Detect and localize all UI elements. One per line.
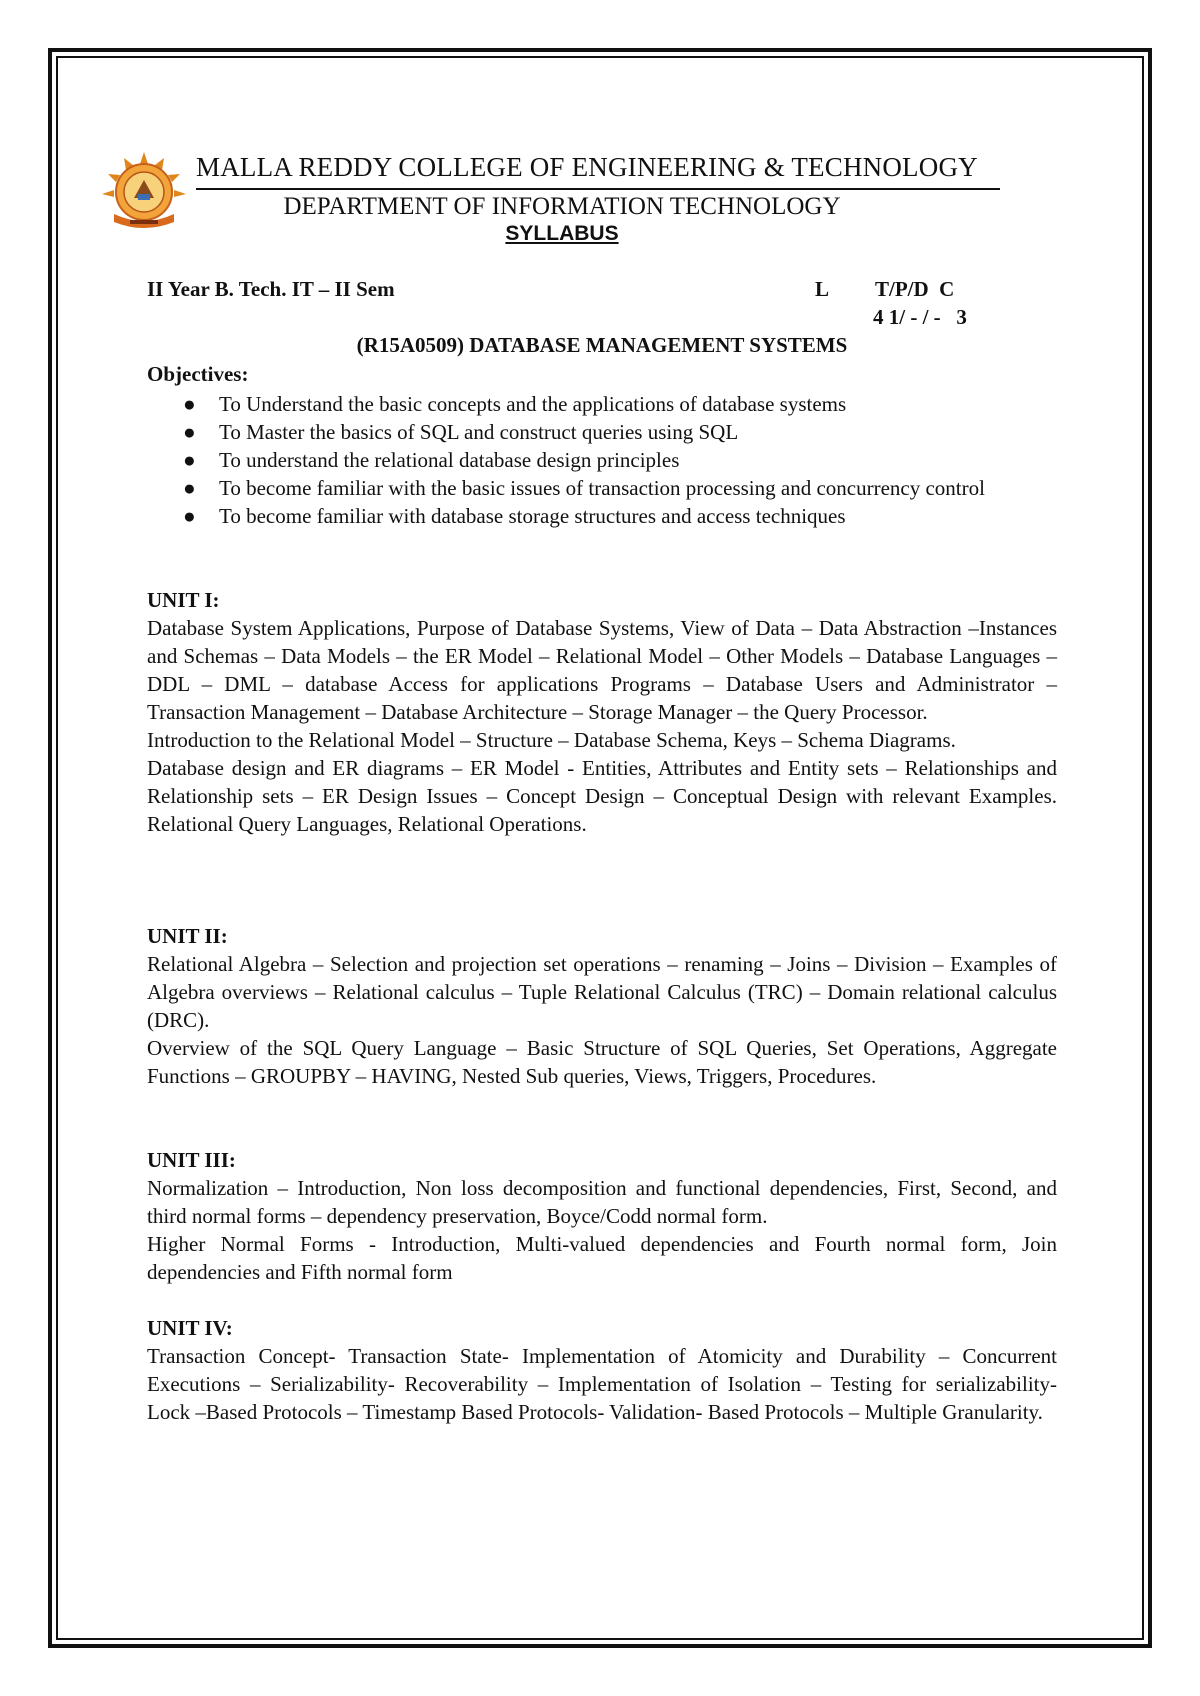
- unit-paragraph: Normalization – Introduction, Non loss decomposition and functional dependencies, First, Second, and third normal forms – dependency preservation, Boyce/Codd normal form.: [147, 1176, 1057, 1228]
- bullet-icon: ●: [183, 504, 196, 528]
- list-item: ● To become familiar with database storage structures and access techniques: [183, 504, 846, 528]
- unit-heading: UNIT IV:: [147, 1316, 233, 1340]
- unit-paragraph: Overview of the SQL Query Language – Basic Structure of SQL Queries, Set Operations, Aggregate Functions – GROUPBY – HAVING, Nested Sub queries, Views, Triggers, Procedures.: [147, 1036, 1057, 1088]
- unit-paragraph: Transaction Concept- Transaction State- Implementation of Atomicity and Durability – Concurrent Executions – Serializability- Recoverability – Implementation of Isolation – Testing for serializability- Lock –Based Protocols – Timestamp Based Protocols- Validation- Based Protocols – Multiple Granularity.: [147, 1344, 1057, 1424]
- list-item: ● To Understand the basic concepts and the applications of database systems: [183, 392, 847, 416]
- college-name: MALLA REDDY COLLEGE OF ENGINEERING & TECHNOLOGY: [196, 152, 978, 182]
- unit-2-section: [147, 922, 1057, 1090]
- objectives-list: [147, 390, 1057, 530]
- unit-paragraph: Higher Normal Forms - Introduction, Multi-valued dependencies and Fourth normal form, Join dependencies and Fifth normal form: [147, 1232, 1057, 1284]
- bullet-icon: ●: [183, 420, 196, 444]
- header-divider: [196, 188, 1000, 190]
- list-item: ● To understand the relational database design principles: [183, 448, 680, 472]
- unit-4-section: [147, 1314, 1057, 1426]
- department-name: DEPARTMENT OF INFORMATION TECHNOLOGY: [283, 193, 841, 220]
- unit-3-section: [147, 1146, 1057, 1286]
- ltpc-header: [815, 277, 954, 302]
- bullet-icon: ●: [183, 392, 196, 416]
- course-title: (R15A0509) DATABASE MANAGEMENT SYSTEMS: [356, 333, 848, 357]
- bullet-icon: ●: [183, 448, 196, 472]
- list-item: ● To Master the basics of SQL and construct queries using SQL: [183, 420, 739, 444]
- year-semester: II Year B. Tech. IT – II Sem: [147, 277, 395, 301]
- list-item: ● To become familiar with the basic issues of transaction processing and concurrency control: [183, 476, 985, 500]
- unit-paragraph: Database design and ER diagrams – ER Model - Entities, Attributes and Entity sets – Relationships and Relationship sets – ER Design Issues – Concept Design – Conceptual Design with relevant Examples. Relational Query Languages, Relational Operations.: [147, 756, 1057, 836]
- ltpc-l-label: L: [815, 277, 830, 301]
- ltpc-values: 4 1/ - / - 3: [873, 305, 967, 329]
- college-emblem-icon: [100, 150, 188, 230]
- ltpc-tpdc-label: T/P/D C: [875, 277, 955, 301]
- objectives-heading: Objectives:: [147, 362, 249, 386]
- unit-1-section: [147, 586, 1057, 838]
- unit-heading: UNIT I:: [147, 588, 220, 612]
- unit-paragraph: Relational Algebra – Selection and projection set operations – renaming – Joins – Division – Examples of Algebra overviews – Relational calculus – Tuple Relational Calculus (TRC) – Domain relational calculus (DRC).: [147, 952, 1057, 1032]
- unit-paragraph: Introduction to the Relational Model – Structure – Database Schema, Keys – Schema Diagrams.: [147, 728, 956, 752]
- unit-heading: UNIT II:: [147, 924, 228, 948]
- unit-heading: UNIT III:: [147, 1148, 236, 1172]
- bullet-icon: ●: [183, 476, 196, 500]
- unit-paragraph: Database System Applications, Purpose of Database Systems, View of Data – Data Abstraction –Instances and Schemas – Data Models – the ER Model – Relational Model – Other Models – Database Languages – DDL – DML – database Access for applications Programs – Database Users and Administrator – Transaction Management – Database Architecture – Storage Manager – the Query Processor.: [147, 616, 1057, 724]
- document-type: SYLLABUS: [505, 222, 619, 245]
